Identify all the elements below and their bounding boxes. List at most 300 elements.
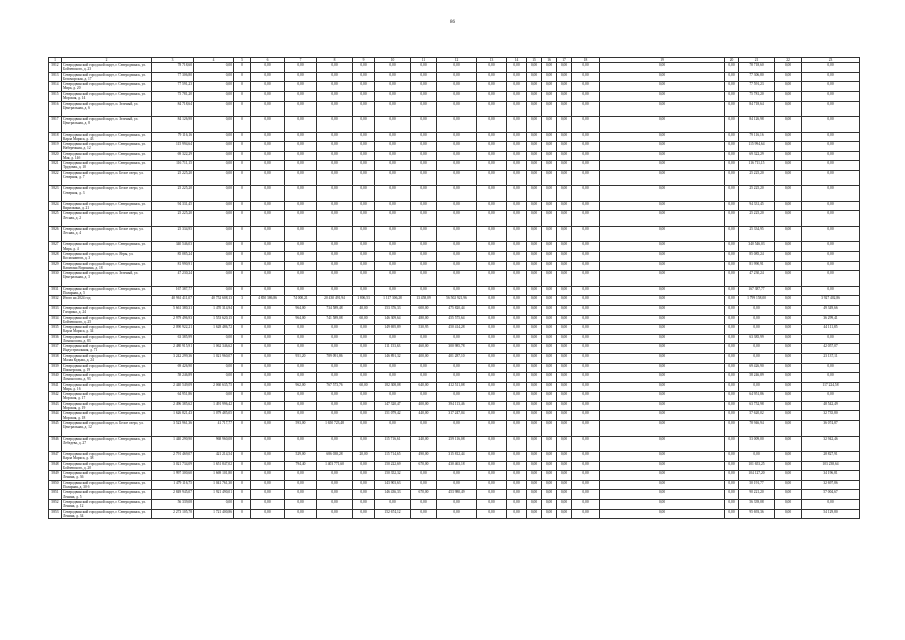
value-cell: 0 bbox=[234, 305, 251, 315]
row-number-cell: 5822 bbox=[49, 170, 62, 186]
value-cell: 0,00 bbox=[194, 242, 234, 252]
value-cell: 0,00 bbox=[572, 500, 600, 510]
value-cell: 0,00 bbox=[194, 151, 234, 161]
address-cell: Северодвинский городской округ, г. Северодвинск, ул. Ломоносова, д. 93 bbox=[62, 373, 152, 383]
value-cell: 0,00 bbox=[477, 421, 507, 437]
value-cell: 0,00 bbox=[251, 211, 285, 227]
value-cell: 58 246,89 bbox=[739, 373, 775, 383]
value-cell: 600,00 bbox=[411, 305, 437, 315]
value-cell: 0,00 bbox=[375, 186, 411, 202]
value-cell: 670,00 bbox=[411, 490, 437, 500]
value-cell: 1 079 485,05 bbox=[194, 411, 234, 421]
value-cell: 0,00 bbox=[375, 392, 411, 402]
value-cell: 0,00 bbox=[375, 63, 411, 73]
value-cell: 0 bbox=[234, 421, 251, 437]
value-cell: 0,00 bbox=[507, 151, 527, 161]
value-cell: 0,00 bbox=[437, 186, 477, 202]
value-cell: 0,00 bbox=[572, 226, 600, 242]
value-cell: 64 951,86 bbox=[152, 392, 194, 402]
value-cell: 0,00 bbox=[477, 334, 507, 344]
value-cell: 0,00 bbox=[542, 305, 557, 315]
value-cell: 85 085,24 bbox=[152, 252, 194, 262]
value-cell: 0,00 bbox=[725, 271, 739, 287]
value-cell: 0,00 bbox=[353, 353, 375, 363]
value-cell: 0,00 bbox=[542, 325, 557, 335]
table-row bbox=[49, 392, 860, 402]
value-cell: 0,00 bbox=[317, 271, 353, 287]
value-cell: 0,00 bbox=[251, 421, 285, 437]
value-cell: 0,00 bbox=[507, 452, 527, 462]
table-row bbox=[49, 261, 860, 271]
value-cell: 0,00 bbox=[542, 500, 557, 510]
column-header: 19 bbox=[600, 58, 725, 63]
value-cell: 0,00 bbox=[725, 151, 739, 161]
value-cell: 0,00 bbox=[285, 286, 317, 296]
value-cell: 0,00 bbox=[802, 63, 860, 73]
value-cell: 0,00 bbox=[775, 132, 802, 142]
value-cell: 40 752 608,13 bbox=[194, 296, 234, 306]
table-row bbox=[49, 211, 860, 227]
value-cell: 0,00 bbox=[527, 242, 542, 252]
value-cell: 0,00 bbox=[285, 63, 317, 73]
value-cell: 50 191,77 bbox=[739, 480, 775, 490]
table-row bbox=[49, 471, 860, 481]
table-row bbox=[49, 63, 860, 73]
value-cell: 0,00 bbox=[507, 211, 527, 227]
value-cell: 0,00 bbox=[542, 392, 557, 402]
value-cell: 0,00 bbox=[507, 132, 527, 142]
value-cell: 78 718,60 bbox=[739, 63, 775, 73]
value-cell: 0,00 bbox=[285, 392, 317, 402]
column-header: 21 bbox=[739, 58, 775, 63]
value-cell: 25 225,20 bbox=[739, 170, 775, 186]
value-cell: 0,00 bbox=[557, 353, 572, 363]
value-cell: 0,00 bbox=[542, 201, 557, 211]
value-cell: 0,00 bbox=[542, 242, 557, 252]
value-cell: 25 225,20 bbox=[152, 186, 194, 202]
value-cell: 63 752,98 bbox=[739, 401, 775, 411]
value-cell: 0,00 bbox=[775, 211, 802, 227]
value-cell: 0,00 bbox=[353, 271, 375, 287]
value-cell: 0,00 bbox=[527, 471, 542, 481]
value-cell: 0,00 bbox=[600, 353, 725, 363]
value-cell: 0,00 bbox=[572, 63, 600, 73]
value-cell: 150 352,32 bbox=[375, 471, 411, 481]
row-number-cell: 5812 bbox=[49, 63, 62, 73]
value-cell: 0,00 bbox=[542, 421, 557, 437]
column-header: 20 bbox=[725, 58, 739, 63]
value-cell: 0,00 bbox=[251, 63, 285, 73]
value-cell: 0,00 bbox=[477, 353, 507, 363]
value-cell: 0,00 bbox=[527, 151, 542, 161]
value-cell: 340 546,03 bbox=[739, 242, 775, 252]
value-cell: 0,00 bbox=[775, 142, 802, 152]
value-cell: 0 bbox=[234, 344, 251, 354]
table-row bbox=[49, 117, 860, 133]
row-number-cell: 5825 bbox=[49, 211, 62, 227]
value-cell: 0,00 bbox=[542, 117, 557, 133]
value-cell: 0,00 bbox=[775, 82, 802, 92]
value-cell: 25 334,95 bbox=[739, 226, 775, 242]
value-cell: 0,00 bbox=[317, 117, 353, 133]
table-row bbox=[49, 296, 860, 306]
value-cell: 0,00 bbox=[251, 117, 285, 133]
value-cell: 0,00 bbox=[775, 411, 802, 421]
value-cell: 0,00 bbox=[285, 72, 317, 82]
address-cell: Северодвинский городской округ, г. Северодвинск, ул. Ломоносова, д. 83 bbox=[62, 334, 152, 344]
value-cell: 0,00 bbox=[317, 392, 353, 402]
value-cell: 0,00 bbox=[251, 452, 285, 462]
value-cell: 0,00 bbox=[542, 91, 557, 101]
value-cell: 146 436,33 bbox=[375, 490, 411, 500]
value-cell: 0,00 bbox=[353, 325, 375, 335]
value-cell: 400,00 bbox=[411, 353, 437, 363]
value-cell: 0,00 bbox=[775, 101, 802, 117]
value-cell: 734 589,48 bbox=[317, 305, 353, 315]
value-cell: 0,00 bbox=[477, 373, 507, 383]
value-cell: 0,00 bbox=[251, 373, 285, 383]
row-number-cell: 5829 bbox=[49, 261, 62, 271]
value-cell: 0,00 bbox=[527, 252, 542, 262]
value-cell: 60,00 bbox=[353, 315, 375, 325]
value-cell: 0,00 bbox=[600, 271, 725, 287]
value-cell: 0,00 bbox=[572, 101, 600, 117]
value-cell: 0,00 bbox=[775, 271, 802, 287]
value-cell: 0,00 bbox=[739, 452, 775, 462]
value-cell: 0,00 bbox=[477, 201, 507, 211]
row-number-cell: 5833 bbox=[49, 305, 62, 315]
value-cell: 0,00 bbox=[557, 452, 572, 462]
value-cell: 0,00 bbox=[251, 436, 285, 452]
value-cell: 0,00 bbox=[251, 392, 285, 402]
value-cell: 0 bbox=[234, 382, 251, 392]
value-cell: 0,00 bbox=[542, 353, 557, 363]
value-cell: 490,00 bbox=[411, 452, 437, 462]
value-cell: 0,00 bbox=[725, 490, 739, 500]
value-cell: 36 074,87 bbox=[802, 421, 860, 437]
column-header: 10 bbox=[375, 58, 411, 63]
value-cell: 1 806,53 bbox=[353, 296, 375, 306]
value-cell: 0,00 bbox=[725, 161, 739, 171]
column-header: 2 bbox=[62, 58, 152, 63]
row-number-cell: 5848 bbox=[49, 461, 62, 471]
value-cell: 0,00 bbox=[542, 436, 557, 452]
value-cell: 0,00 bbox=[317, 480, 353, 490]
value-cell: 0,00 bbox=[775, 161, 802, 171]
address-cell: Итого на 2024 год bbox=[62, 296, 152, 306]
value-cell: 0,00 bbox=[251, 315, 285, 325]
value-cell: 151 079,42 bbox=[375, 411, 411, 421]
value-cell: 0,00 bbox=[527, 226, 542, 242]
address-cell: Северодвинский городской округ, г. Северодвинск, ул. Морская, д. 18 bbox=[62, 411, 152, 421]
value-cell: 0,00 bbox=[725, 82, 739, 92]
value-cell: 1 626 821,43 bbox=[152, 411, 194, 421]
value-cell: 0,00 bbox=[477, 363, 507, 373]
value-cell: 146 891,32 bbox=[375, 353, 411, 363]
address-cell: Северодвинский городской округ, п. Зеленый, ул. Центральная, д. 3 bbox=[62, 271, 152, 287]
value-cell: 63 385,99 bbox=[739, 334, 775, 344]
value-cell: 0,00 bbox=[600, 226, 725, 242]
value-cell: 0,00 bbox=[775, 401, 802, 411]
value-cell: 0,00 bbox=[725, 315, 739, 325]
address-cell: Северодвинский городской округ, г. Северодвинск, ул. Пионерская, д. 19 bbox=[62, 363, 152, 373]
value-cell: 530,95 bbox=[411, 325, 437, 335]
value-cell: 0,00 bbox=[411, 226, 437, 242]
value-cell: 0,00 bbox=[775, 334, 802, 344]
value-cell: 0,00 bbox=[477, 411, 507, 421]
value-cell: 964,00 bbox=[285, 315, 317, 325]
value-cell: 1 669 101,80 bbox=[194, 471, 234, 481]
value-cell: 0,00 bbox=[557, 261, 572, 271]
value-cell: 0,00 bbox=[725, 91, 739, 101]
value-cell: 0 bbox=[234, 142, 251, 152]
value-cell: 0,00 bbox=[477, 401, 507, 411]
value-cell: 0,00 bbox=[542, 142, 557, 152]
value-cell: 317 247,04 bbox=[437, 411, 477, 421]
value-cell: 1 491 996,42 bbox=[194, 401, 234, 411]
value-cell: 0,00 bbox=[507, 286, 527, 296]
value-cell: 0,00 bbox=[477, 170, 507, 186]
value-cell: 47 230,24 bbox=[739, 271, 775, 287]
value-cell: 0,00 bbox=[353, 101, 375, 117]
value-cell: 0,00 bbox=[775, 363, 802, 373]
value-cell: 0,00 bbox=[353, 151, 375, 161]
value-cell: 0,00 bbox=[572, 242, 600, 252]
value-cell: 0,00 bbox=[527, 161, 542, 171]
value-cell: 0,00 bbox=[251, 325, 285, 335]
value-cell: 2 060 635,75 bbox=[194, 382, 234, 392]
column-header: 3 bbox=[152, 58, 194, 63]
table-row bbox=[49, 373, 860, 383]
value-cell: 0,00 bbox=[600, 411, 725, 421]
value-cell: 0,00 bbox=[572, 142, 600, 152]
value-cell: 0,00 bbox=[527, 480, 542, 490]
table-row bbox=[49, 151, 860, 161]
value-cell: 0,00 bbox=[411, 334, 437, 344]
value-cell: 0,00 bbox=[317, 286, 353, 296]
value-cell: 0,00 bbox=[775, 296, 802, 306]
value-cell: 0,00 bbox=[251, 401, 285, 411]
value-cell: 0,00 bbox=[739, 305, 775, 315]
value-cell: 0,00 bbox=[507, 201, 527, 211]
value-cell: 0,00 bbox=[542, 363, 557, 373]
value-cell: 104 127,20 bbox=[739, 471, 775, 481]
value-cell: 0,00 bbox=[542, 411, 557, 421]
value-cell: 0,00 bbox=[353, 211, 375, 227]
value-cell: 0,00 bbox=[477, 261, 507, 271]
value-cell: 0,00 bbox=[437, 509, 477, 519]
value-cell: 56 502 921,96 bbox=[437, 296, 477, 306]
value-cell: 0,00 bbox=[557, 401, 572, 411]
value-cell: 0,00 bbox=[251, 382, 285, 392]
value-cell: 0,00 bbox=[285, 490, 317, 500]
value-cell: 0,00 bbox=[725, 142, 739, 152]
value-cell: 0,00 bbox=[557, 296, 572, 306]
value-cell: 0,00 bbox=[507, 161, 527, 171]
value-cell: 152 674,12 bbox=[375, 509, 411, 519]
value-cell: 57 004,67 bbox=[802, 490, 860, 500]
value-cell: 0,00 bbox=[285, 252, 317, 262]
value-cell: 0,00 bbox=[775, 72, 802, 82]
value-cell: 0,00 bbox=[411, 509, 437, 519]
value-cell: 0,00 bbox=[527, 490, 542, 500]
value-cell: 1 799 158,00 bbox=[739, 296, 775, 306]
value-cell: 0,00 bbox=[477, 325, 507, 335]
value-cell: 0,00 bbox=[317, 170, 353, 186]
value-cell: 0,00 bbox=[353, 161, 375, 171]
value-cell: 0,00 bbox=[542, 72, 557, 82]
value-cell: 0,00 bbox=[437, 132, 477, 142]
value-cell: 0,00 bbox=[557, 151, 572, 161]
value-cell: 0,00 bbox=[477, 271, 507, 287]
value-cell: 0,00 bbox=[557, 480, 572, 490]
table-row bbox=[49, 132, 860, 142]
value-cell: 0,00 bbox=[775, 392, 802, 402]
value-cell: 0,00 bbox=[375, 334, 411, 344]
row-number-cell: 5847 bbox=[49, 452, 62, 462]
value-cell: 0,00 bbox=[437, 161, 477, 171]
address-cell: Северодвинский городской округ, г. Северодвинск, ул. Бойчевского, д. 20 bbox=[62, 461, 152, 471]
value-cell: 0,00 bbox=[572, 480, 600, 490]
table-row bbox=[49, 480, 860, 490]
value-cell: 79 116,16 bbox=[739, 132, 775, 142]
value-cell: 0,00 bbox=[775, 63, 802, 73]
value-cell: 0,00 bbox=[557, 142, 572, 152]
value-cell: 0,00 bbox=[353, 436, 375, 452]
address-cell: Северодвинский городской округ, п. Белое озеро, ул. Центральная, д. 12 bbox=[62, 421, 152, 437]
value-cell: 0,00 bbox=[600, 315, 725, 325]
value-cell: 0,00 bbox=[285, 91, 317, 101]
value-cell: 0,00 bbox=[527, 91, 542, 101]
value-cell: 0,00 bbox=[194, 373, 234, 383]
value-cell: 0,00 bbox=[600, 261, 725, 271]
value-cell: 2 791 469,07 bbox=[152, 452, 194, 462]
value-cell: 0,00 bbox=[317, 82, 353, 92]
value-cell: 0,00 bbox=[775, 452, 802, 462]
value-cell: 0,00 bbox=[353, 286, 375, 296]
value-cell: 0 bbox=[234, 392, 251, 402]
value-cell: 153 376,33 bbox=[375, 305, 411, 315]
value-cell: 0,00 bbox=[725, 226, 739, 242]
value-cell: 0,00 bbox=[557, 392, 572, 402]
value-cell: 0 bbox=[234, 201, 251, 211]
address-cell: Северодвинский городской округ, г. Северодвинск, ул. Карла Маркса, д. 43 bbox=[62, 132, 152, 142]
value-cell: 670,00 bbox=[411, 461, 437, 471]
value-cell: 0,00 bbox=[572, 296, 600, 306]
value-cell: 0,00 bbox=[317, 242, 353, 252]
value-cell: 0,00 bbox=[285, 186, 317, 202]
value-cell: 0,00 bbox=[775, 436, 802, 452]
table-row bbox=[49, 509, 860, 519]
row-number-cell: 5852 bbox=[49, 500, 62, 510]
value-cell: 0,00 bbox=[725, 401, 739, 411]
value-cell: 0,00 bbox=[572, 325, 600, 335]
value-cell: 0,00 bbox=[251, 480, 285, 490]
value-cell: 0,00 bbox=[411, 286, 437, 296]
value-cell: 0,00 bbox=[285, 363, 317, 373]
value-cell: 0,00 bbox=[437, 252, 477, 262]
value-cell: 0,00 bbox=[251, 334, 285, 344]
row-number-cell: 5828 bbox=[49, 252, 62, 262]
value-cell: 0,00 bbox=[375, 271, 411, 287]
address-cell: Северодвинский городской округ, г. Северодвинск, ул. Бойчевского, д. 25 bbox=[62, 315, 152, 325]
value-cell: 40 961 411,07 bbox=[152, 296, 194, 306]
value-cell: 3 242 299,36 bbox=[152, 353, 194, 363]
value-cell: 0,00 bbox=[477, 436, 507, 452]
value-cell: 968 960,08 bbox=[194, 436, 234, 452]
value-cell: 0,00 bbox=[194, 161, 234, 171]
value-cell: 1 997 300,60 bbox=[152, 471, 194, 481]
value-cell: 0,00 bbox=[411, 373, 437, 383]
value-cell: 0,00 bbox=[725, 261, 739, 271]
row-number-cell: 5845 bbox=[49, 421, 62, 437]
value-cell: 0,00 bbox=[477, 480, 507, 490]
row-number-cell: 5841 bbox=[49, 382, 62, 392]
value-cell: 0,00 bbox=[600, 452, 725, 462]
value-cell: 0,00 bbox=[353, 226, 375, 242]
value-cell: 0,00 bbox=[507, 252, 527, 262]
value-cell: 0,00 bbox=[285, 151, 317, 161]
value-cell: 0,00 bbox=[600, 211, 725, 227]
value-cell: 0,00 bbox=[507, 461, 527, 471]
value-cell: 240,00 bbox=[411, 436, 437, 452]
value-cell: 0,00 bbox=[775, 421, 802, 437]
value-cell: 430 463,18 bbox=[437, 461, 477, 471]
value-cell: 101 653,25 bbox=[739, 461, 775, 471]
value-cell: 0,00 bbox=[542, 315, 557, 325]
table-row bbox=[49, 82, 860, 92]
table-row bbox=[49, 344, 860, 354]
value-cell: 0,00 bbox=[437, 480, 477, 490]
value-cell: 0,00 bbox=[542, 344, 557, 354]
value-cell: 0,00 bbox=[317, 161, 353, 171]
value-cell: 167 387,77 bbox=[152, 286, 194, 296]
value-cell: 0,00 bbox=[353, 334, 375, 344]
value-cell: 0,00 bbox=[194, 63, 234, 73]
column-header: 8 bbox=[317, 58, 353, 63]
value-cell: 0,00 bbox=[725, 334, 739, 344]
row-number-cell: 5816 bbox=[49, 101, 62, 117]
value-cell: 0,00 bbox=[600, 151, 725, 161]
table-row bbox=[49, 72, 860, 82]
value-cell: 0,00 bbox=[572, 151, 600, 161]
value-cell: 0,00 bbox=[542, 490, 557, 500]
value-cell: 0,00 bbox=[507, 296, 527, 306]
value-cell: 0,00 bbox=[739, 325, 775, 335]
value-cell: 0,00 bbox=[600, 305, 725, 315]
value-cell: 0,00 bbox=[411, 151, 437, 161]
value-cell: 0,00 bbox=[572, 82, 600, 92]
value-cell: 0,00 bbox=[542, 296, 557, 306]
value-cell: 0 bbox=[234, 91, 251, 101]
value-cell: 0,00 bbox=[194, 226, 234, 242]
value-cell: 0,00 bbox=[477, 490, 507, 500]
value-cell: 0,00 bbox=[507, 353, 527, 363]
address-cell: Северодвинский городской округ, г. Северодвинск, ул. Кирилкина, д. 21 bbox=[62, 201, 152, 211]
value-cell: 0,00 bbox=[477, 471, 507, 481]
value-cell: 0,00 bbox=[725, 480, 739, 490]
value-cell: 167 387,77 bbox=[739, 286, 775, 296]
value-cell: 0,00 bbox=[725, 411, 739, 421]
value-cell: 964,00 bbox=[285, 305, 317, 315]
value-cell: 0,00 bbox=[477, 242, 507, 252]
value-cell: 0 bbox=[234, 211, 251, 227]
value-cell: 0,00 bbox=[725, 392, 739, 402]
value-cell: 0,00 bbox=[572, 344, 600, 354]
value-cell: 0,00 bbox=[527, 436, 542, 452]
value-cell: 0,00 bbox=[411, 211, 437, 227]
value-cell: 0 bbox=[234, 373, 251, 383]
